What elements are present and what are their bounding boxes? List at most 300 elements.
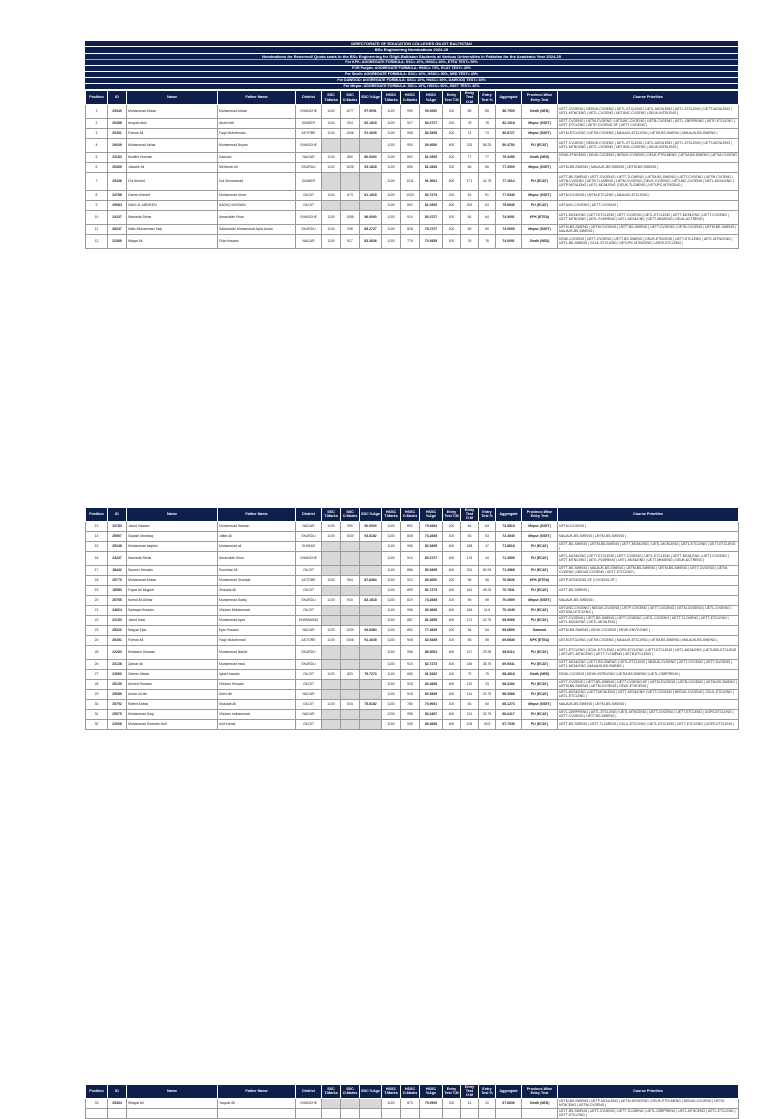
cell-id: 25792 (108, 699, 127, 709)
cell-name: Zaheer Abbas (127, 669, 218, 679)
cell-id: 25322 (108, 625, 127, 635)
cell-hssc-percent: 82.5455 (420, 128, 443, 138)
cell-father-name: Ghulam muhammad (218, 709, 296, 719)
column-header-district: District (296, 508, 322, 522)
column-header-ssc-obtained: SSC O.Marks (341, 91, 360, 105)
cell-id: 29436 (108, 172, 127, 190)
cell-hssc-obtained: 927 (401, 118, 420, 128)
cell-province-test: Sindh (NED) (522, 1098, 558, 1108)
cell-position: 15 (86, 541, 108, 551)
cell-hssc-obtained: 908 (401, 635, 420, 645)
cell-province-test: Mirpur (SSET) (522, 595, 558, 605)
cell-province-test (522, 1108, 558, 1118)
cell-aggregate: 71.8818 (496, 541, 522, 551)
cell-test-obtained: 54 (461, 625, 479, 635)
cell-position: 10 (86, 210, 108, 224)
cell-test-percent: 45.25 (479, 585, 496, 595)
cell-hssc-total: 1100 (382, 224, 401, 234)
cell-ssc-obtained: 990 (341, 521, 360, 531)
cell-id: 25567 (108, 531, 127, 541)
column-header-id: ID (108, 91, 127, 105)
cell-ssc-total: 1100 (322, 625, 341, 635)
cell-course-priorities: UETL-MCNLENG | UETT-ETCLENG | UETT-CVGENG | UETL-ETCLENG | UETT-MCNLENG | UETT-CVGENG | UETT-MTNCENG | UETL-PLMRENG | UETL-MCNLENG | UETT-MNGENG | DEUK-ACTRENG | (558, 210, 739, 224)
table-row (86, 521, 739, 531)
cell-name: Javed Hassan (127, 521, 218, 531)
table-row (86, 585, 739, 595)
cell-hssc-total: 1100 (382, 234, 401, 248)
cell-test-total: 100 (443, 635, 461, 645)
formula-dawood: For DAWOOD: AGGREGATE FORMULA: SSC= 10%, HSSC= 50%, DAWOOD TEST= 40% (85, 78, 738, 84)
table-row (86, 709, 739, 719)
cell-course-priorities: UETT-CVGENG | NEDUK-CVGENG | UETL-ETCLENG | UETL-MCNLENG | UETL-ETCLENG | UETT-MCNLENG | UETL-MTNCENG | UETL-CVGENG | UETUNC-CVGENG | DEUK-INTRLENG | (558, 104, 739, 118)
cell-test-obtained: 77 (461, 152, 479, 162)
cell-district: SKARDU (296, 659, 322, 669)
cell-father-name: Mehboob Ali (218, 162, 296, 172)
cell-position: 16 (86, 551, 108, 565)
cell-id: 25464 (108, 1098, 127, 1108)
cell-hssc-total: 1100 (382, 138, 401, 152)
cell-hssc-percent: 81.5455 (420, 615, 443, 625)
cell-position: 28 (86, 679, 108, 689)
cell-course-priorities: UETM-BS-SWENG | UETM-CVGENG | UETT-BS-SWENG | UETT-CVGENG | UETB-CVGENG | UETM-BS-SWENG | MAUAJK-BS-SWENG | (558, 224, 739, 234)
cell-id: 25451 (108, 635, 127, 645)
cell-ssc-percent (360, 1098, 382, 1108)
cell-name: Qamar Ali (127, 659, 218, 669)
cell-id (108, 1108, 127, 1118)
cell-id: 22365 (108, 234, 127, 248)
table-row (86, 635, 739, 645)
cell-hssc-total: 1100 (382, 541, 401, 551)
cell-district: GHANCHE (296, 1098, 322, 1108)
cell-district: NAGAR (296, 152, 322, 162)
cell-province-test: Sindh (NED) (522, 669, 558, 679)
cell-hssc-obtained: 780 (401, 699, 420, 709)
cell-test-obtained: 176 (461, 551, 479, 565)
cell-hssc-total: 1100 (382, 128, 401, 138)
cell-test-percent (479, 1108, 496, 1118)
column-header-test-obtained: Entry Test O.M (461, 508, 479, 522)
cell-id: 25765 (108, 595, 127, 605)
cell-ssc-obtained (341, 679, 360, 689)
cell-hssc-obtained: 1020 (401, 190, 420, 200)
cell-ssc-percent (360, 615, 382, 625)
cell-hssc-obtained: 990 (401, 138, 420, 152)
cell-hssc-total: 1100 (382, 605, 401, 615)
cell-test-obtained: 51 (461, 190, 479, 200)
cell-test-obtained: 161 (461, 585, 479, 595)
cell-district: GILGIT (296, 669, 322, 679)
cell-test-percent: 41 (479, 1098, 496, 1108)
cell-name: Anayat ullah (127, 118, 218, 128)
cell-aggregate: 80.8727 (496, 128, 522, 138)
cell-course-priorities: UETP-MTNCENG-SF | CVGENG-SF | (558, 575, 739, 585)
cell-ssc-total: 1100 (322, 210, 341, 224)
cell-district: NAGAR (296, 521, 322, 531)
cell-ssc-percent: 91.4545 (360, 635, 382, 645)
table-row (86, 138, 739, 152)
cell-province-test: PU (ECAT) (522, 689, 558, 699)
cell-ssc-obtained: 1077 (341, 104, 360, 118)
cell-father-name: Ghulam Hussain (218, 679, 296, 689)
cell-district (296, 1108, 322, 1118)
table-row (86, 575, 739, 585)
cell-name: Gul Ahmed (127, 172, 218, 190)
sheet-subtitle: BSc Engineering Nominations 2024-25 (85, 47, 738, 53)
column-header-district: District (296, 91, 322, 105)
table-row (86, 104, 739, 118)
cell-province-test: Mirpur (SSET) (522, 531, 558, 541)
table-row (86, 615, 739, 625)
cell-hssc-total: 1100 (382, 531, 401, 541)
cell-ssc-percent (360, 645, 382, 659)
cell-position: 2 (86, 118, 108, 128)
cell-course-priorities: UETT-BS-SWENG | UETM-BS-SWENG | UETT-MCNLENG | UETL-MCNLENG | UETL-ETCLENG | UETT-ETCLENG | (558, 541, 739, 551)
cell-test-obtained: 64 (461, 521, 479, 531)
cell-district: NAGAR (296, 689, 322, 699)
cell-test-percent: 64 (479, 210, 496, 224)
cell-ssc-obtained: 938 (341, 224, 360, 234)
cell-test-total: 100 (443, 234, 461, 248)
cell-test-obtained: 117 (461, 645, 479, 659)
cell-hssc-percent: 74.4545 (420, 595, 443, 605)
cell-course-priorities: UETL-MCNLENG | UETT-MCNLENG | UETT-MCNLENG | UETT-CVGENG | NEDUK-CVGENG | GCUL-ETCLENG | UETL-ETCLENG | (558, 689, 739, 699)
cell-test-percent: 54 (479, 625, 496, 635)
cell-hssc-percent: 81.0909 (420, 152, 443, 162)
cell-hssc-percent: 92.7273 (420, 190, 443, 200)
cell-aggregate: 69.6114 (496, 645, 522, 659)
cell-hssc-total: 1100 (382, 210, 401, 224)
cell-hssc-percent: 90.0000 (420, 138, 443, 152)
cell-district: GILGIT (296, 719, 322, 729)
cell-ssc-percent: 75.7273 (360, 669, 382, 679)
cell-father-name: Muhammad essa (218, 659, 296, 669)
table-row (86, 625, 739, 635)
cell-test-obtained: 233 (461, 138, 479, 152)
cell-aggregate: 80.4750 (496, 138, 522, 152)
cell-ssc-percent: 91.4545 (360, 128, 382, 138)
cell-test-total: 100 (443, 625, 461, 635)
cell-test-percent: 41.5 (479, 605, 496, 615)
cell-province-test: PU (ECAT) (522, 679, 558, 689)
cell-test-obtained: 155 (461, 659, 479, 669)
cell-district: DIAMER (296, 118, 322, 128)
cell-course-priorities: UETT-MCNLENG | UETT-BS-SWENG | UETL-ETCLENG | NEDUK-CVGENG | UETT-CVGENG | UETT-DVGENG | UETL-MCNLENG | MAUAJK-BS-SWENG | (558, 659, 739, 669)
table-row (86, 118, 739, 128)
cell-province-test: PU (ECAT) (522, 541, 558, 551)
cell-hssc-total: 1100 (382, 595, 401, 605)
cell-test-total: 400 (443, 719, 461, 729)
cell-father-name: Muhammad Shaukat (218, 575, 296, 585)
cell-course-priorities: UETL-CBRPRENG | UETL-ETCLENG | UETL-MTNCENG | UETT-CVGENG | UETT-ETCLENG | UOPS-ETCLENG | UETT-CVGENG | UETT-BS-SWENG | (558, 709, 739, 719)
cell-course-priorities: UETM-ETCLENG | UETM-CVGENG | MAUAJK-ETCLENG | UETM-BS-SWENG | MAUAJK-BS-SWENG | (558, 635, 739, 645)
cell-position: 25 (86, 645, 108, 659)
cell-hssc-percent: 80.5455 (420, 565, 443, 575)
cell-course-priorities: UETT-CVGENG | NEDUK-CVGENG | UETL-ETCLENG | UETL-MCNLENG | UETL-ETCLENG | UETT-MCNLENG | UETL-MTNCENG | UETL-CVGENG | UETUNC-CVGENG | DEUK-INTRLENG | (558, 138, 739, 152)
table-row (86, 659, 739, 669)
cell-hssc-percent: 73.4545 (420, 531, 443, 541)
cell-test-percent: 59 (479, 595, 496, 605)
cell-province-test: PU (ECAT) (522, 138, 558, 152)
cell-father-name: Fida Hussain (218, 234, 296, 248)
cell-province-test: Sindh (NED) (522, 234, 558, 248)
cell-ssc-percent: 93.8182 (360, 531, 382, 541)
nominations-sheet-2 (85, 507, 738, 730)
column-header-test-percent: Entry Test % (479, 1085, 496, 1099)
cell-hssc-obtained: 910 (401, 659, 420, 669)
cell-province-test: PU (ECAT) (522, 709, 558, 719)
column-header-hssc-total: HSSC T.Marks (382, 91, 401, 105)
cell-hssc-total: 1100 (382, 719, 401, 729)
cell-hssc-percent: 81.7273 (420, 585, 443, 595)
column-header-aggregate: Aggregate (496, 1085, 522, 1099)
cell-test-total: 400 (443, 200, 461, 210)
cell-position: 26 (86, 659, 108, 669)
cell-hssc-percent: 83.2727 (420, 551, 443, 565)
cell-district: GILGIT (296, 190, 322, 200)
cell-ssc-total: 1100 (322, 162, 341, 172)
cell-position (86, 1108, 108, 1118)
cell-father-name: Alam din (218, 689, 296, 699)
cell-ssc-obtained: 1030 (341, 625, 360, 635)
cell-id: 24237 (108, 210, 127, 224)
cell-aggregate: 69.5341 (496, 659, 522, 669)
cell-test-percent: 42.75 (479, 172, 496, 190)
cell-ssc-total (322, 679, 341, 689)
cell-name: Muhammad Ahsan (127, 104, 218, 118)
cell-ssc-obtained (341, 645, 360, 659)
cell-ssc-obtained (341, 615, 360, 625)
column-header-course-priorities: Course Priorities (558, 91, 739, 105)
cell-ssc-total: 1100 (322, 118, 341, 128)
cell-name: Muhammad saqlain (127, 541, 218, 551)
table-row (86, 200, 739, 210)
cell-test-percent: 64 (479, 521, 496, 531)
cell-ssc-total: 1100 (322, 669, 341, 679)
cell-test-obtained: 171 (461, 615, 479, 625)
column-header-test-total: Entry Test T.M (443, 508, 461, 522)
cell-province-test: PU (ECAT) (522, 645, 558, 659)
cell-hssc-total: 1100 (382, 689, 401, 699)
cell-hssc-total: 1100 (382, 679, 401, 689)
cell-ssc-percent (360, 585, 382, 595)
cell-test-total: 400 (443, 605, 461, 615)
cell-province-test: PU (ECAT) (522, 172, 558, 190)
cell-province-test: Mirpur (SSET) (522, 162, 558, 172)
column-header-ssc-total: SSC T.Marks (322, 91, 341, 105)
cell-id: 22008 (108, 719, 127, 729)
cell-test-obtained: 75 (461, 669, 479, 679)
cell-aggregate: 68.0417 (496, 709, 522, 719)
cell-hssc-obtained (401, 1108, 420, 1118)
table-row (86, 1108, 739, 1118)
cell-father-name: Faqir Muhammad (218, 635, 296, 645)
cell-course-priorities: UETT-CVGENG | UETT-BS-SWENG | UETT-CVGENG | UETL-CVGENG | UETT-TLCMENG | UETT-ETCLENG | UETL-MCNLENG | UETL-MCNLENG | (558, 615, 739, 625)
cell-aggregate: 68.1273 (496, 699, 522, 709)
cell-hssc-percent: 81.0909 (420, 200, 443, 210)
cell-ssc-percent (360, 719, 382, 729)
cell-name: Fayaz Ali Mughal (127, 585, 218, 595)
cell-hssc-obtained: 990 (401, 104, 420, 118)
cell-hssc-total (382, 1108, 401, 1118)
cell-ssc-percent (360, 1108, 382, 1118)
table-row (86, 128, 739, 138)
cell-ssc-obtained (341, 689, 360, 699)
cell-test-total: 100 (443, 224, 461, 234)
cell-ssc-total (322, 172, 341, 190)
cell-test-total: 100 (443, 128, 461, 138)
cell-hssc-total: 1100 (382, 200, 401, 210)
cell-position: 11 (86, 224, 108, 234)
cell-aggregate: 74.0091 (496, 234, 522, 248)
cell-aggregate: 67.7045 (496, 719, 522, 729)
cell-ssc-percent: 61.1818 (360, 190, 382, 200)
nominations-table-2 (85, 507, 739, 730)
cell-test-total: 400 (443, 138, 461, 152)
cell-test-obtained: 64 (461, 210, 479, 224)
cell-province-test: PU (ECAT) (522, 200, 558, 210)
cell-name: Muhammad Saqi (127, 709, 218, 719)
cell-test-total: 400 (443, 172, 461, 190)
column-header-province-test: Province-Wise Entry Test (522, 1085, 558, 1099)
cell-ssc-percent (360, 605, 382, 615)
cell-id: 23690 (108, 669, 127, 679)
cell-test-percent: 74 (479, 128, 496, 138)
cell-ssc-total (322, 719, 341, 729)
cell-ssc-percent: 93.1818 (360, 162, 382, 172)
cell-ssc-total: 1100 (322, 104, 341, 118)
column-header-aggregate: Aggregate (496, 91, 522, 105)
cell-district: GHANCHE (296, 551, 322, 565)
cell-ssc-percent: 93.6364 (360, 625, 382, 635)
cell-hssc-total: 1100 (382, 172, 401, 190)
table-row (86, 172, 739, 190)
cell-name: Muhammad Shaheen Asif (127, 719, 218, 729)
cell-aggregate: 77.0545 (496, 190, 522, 200)
cell-position: 12 (86, 234, 108, 248)
column-header-ssc-obtained: SSC O.Marks (341, 508, 360, 522)
column-header-district: District (296, 1085, 322, 1099)
cell-province-test: Sindh (NED) (522, 152, 558, 162)
cell-district: KHARMANG (296, 615, 322, 625)
cell-test-obtained: 74 (461, 128, 479, 138)
cell-test-total: 100 (443, 699, 461, 709)
cell-test-total: 100 (443, 595, 461, 605)
cell-ssc-total: 1100 (322, 224, 341, 234)
cell-aggregate: 68.3068 (496, 689, 522, 699)
cell-ssc-obtained: 833 (341, 669, 360, 679)
cell-id: 22283 (108, 645, 127, 659)
cell-test-percent: 76 (479, 234, 496, 248)
cell-ssc-percent: 97.9091 (360, 104, 382, 118)
cell-test-total: 100 (443, 669, 461, 679)
cell-id: 23136 (108, 659, 127, 669)
cell-name: Sadaqat Hussain (127, 605, 218, 615)
cell-aggregate: 70.3909 (496, 595, 522, 605)
table-row (86, 152, 739, 162)
cell-test-obtained: 131 (461, 709, 479, 719)
cell-test-total: 100 (443, 531, 461, 541)
cell-ssc-total: 1100 (322, 531, 341, 541)
cell-id: 22153 (108, 615, 127, 625)
cell-hssc-total: 1100 (382, 669, 401, 679)
cell-test-obtained: 131 (461, 689, 479, 699)
cell-province-test: Sindh (NED) (522, 104, 558, 118)
cell-hssc-obtained: 914 (401, 551, 420, 565)
cell-test-percent: 32.75 (479, 689, 496, 699)
cell-hssc-percent: 91.9091 (420, 172, 443, 190)
column-header-hssc-percent: HSSC %Age (420, 508, 443, 522)
cell-id: 25365 (108, 162, 127, 172)
cell-test-obtained: 188 (461, 541, 479, 551)
cell-name: Saqlain Mushtaq (127, 531, 218, 541)
cell-district: GILGIT (296, 605, 322, 615)
cell-province-test: Mirpur (SSET) (522, 699, 558, 709)
cell-id: 25139 (108, 679, 127, 689)
cell-course-priorities: UETUNC-CVGENG | NEDUK-CVGENG | UETP-CVGENG | UETT-CVGENG | UETM-CVGENG | UETL-CVGENG | UETUSKI-ETCLENG | (558, 605, 739, 615)
cell-position: 31 (86, 709, 108, 719)
cell-position: 23 (86, 625, 108, 635)
cell-position: 20 (86, 595, 108, 605)
cell-test-total: 400 (443, 541, 461, 551)
table-row (86, 645, 739, 659)
cell-position: 17 (86, 565, 108, 575)
cell-district: ASTORE (296, 128, 322, 138)
cell-hssc-obtained: 918 (401, 689, 420, 699)
cell-hssc-percent: 75.2727 (420, 224, 443, 234)
cell-hssc-percent: 90.0000 (420, 104, 443, 118)
cell-hssc-percent: 81.4545 (420, 162, 443, 172)
cell-ssc-total (322, 1098, 341, 1108)
cell-ssc-total (322, 585, 341, 595)
column-header-test-percent: Entry Test % (479, 508, 496, 522)
cell-course-priorities: UETM-BS-SWENG | MAUAJK-BS-SWENG | UETM-BS-SWENG | (558, 162, 739, 172)
formula-kpk: For KPK: AGGREGATE FORMULA: SSC= 10%, HSSC= 40%, ETEA TEST= 50% (85, 60, 738, 66)
cell-id: 24624 (108, 605, 127, 615)
cell-test-percent: 47 (479, 541, 496, 551)
cell-position: 33 (86, 1098, 108, 1108)
cell-aggregate: 74.0909 (496, 224, 522, 234)
cell-father-name: Asif Kamal (218, 719, 296, 729)
cell-test-total (443, 1108, 461, 1118)
cell-aggregate: 79.3455 (496, 152, 522, 162)
cell-id: 25085 (108, 689, 127, 699)
cell-test-percent: 50.25 (479, 565, 496, 575)
column-header-name: Name (127, 508, 218, 522)
column-header-ssc-obtained: SSC O.Marks (341, 1085, 360, 1099)
cell-province-test: PU (ECAT) (522, 551, 558, 565)
cell-course-priorities: UETT-BS-SWENG | UETT-CVGENG | UETT-TLCMENG | UETM-BS-SWENG | UETT-CVGENG | UETM-CVGENG | UETB-CVGENG | UETB-TLCMENG | UETM-CVGENG | DEUK-CVGENG | UETUNC-CVGENG | UETL-MCNLENG | UETP-MCNLENG | UETL-MCNLENG | DEUK-TLCMENG | UETUPC-MTNCENG | (558, 172, 739, 190)
cell-name: Nayyar Ejaz (127, 625, 218, 635)
cell-hssc-percent: 83.1667 (420, 709, 443, 719)
cell-test-obtained: 59 (461, 595, 479, 605)
cell-province-test: Mirpur (SSET) (522, 224, 558, 234)
table-row (86, 605, 739, 615)
cell-ssc-total: 1100 (322, 190, 341, 200)
cell-district: SKARDU (296, 645, 322, 659)
cell-ssc-obtained (341, 605, 360, 615)
cell-test-obtained: 78 (461, 118, 479, 128)
cell-ssc-obtained: 917 (341, 234, 360, 248)
cell-test-percent: 32.75 (479, 709, 496, 719)
cell-position: 14 (86, 531, 108, 541)
cell-position: 7 (86, 172, 108, 190)
cell-test-percent: 78 (479, 118, 496, 128)
cell-district: GHANCHE (296, 210, 322, 224)
cell-hssc-obtained: 896 (401, 162, 420, 172)
cell-position: 18 (86, 575, 108, 585)
cell-hssc-total: 1100 (382, 521, 401, 531)
cell-hssc-obtained: 908 (401, 128, 420, 138)
